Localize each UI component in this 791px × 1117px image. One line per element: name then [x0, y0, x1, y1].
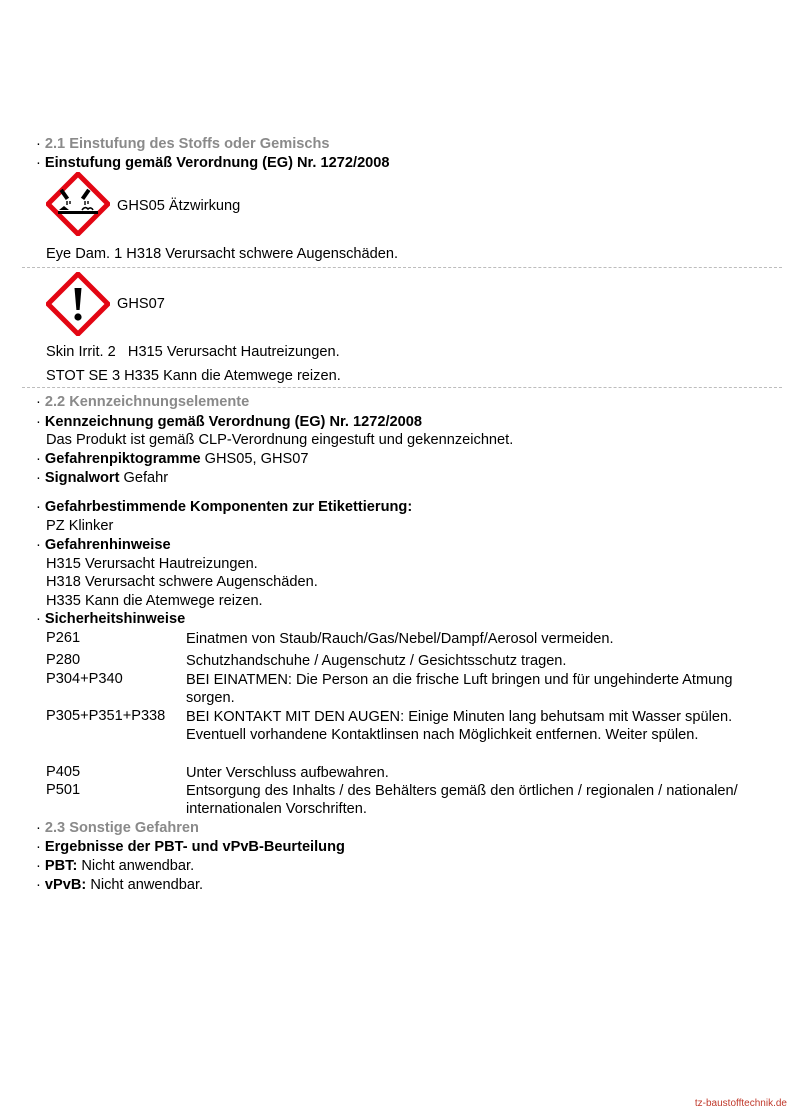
ghs07-exclamation-icon — [46, 272, 110, 340]
precaution-text: BEI KONTAKT MIT DEN AUGEN: Einige Minuten lang behutsam mit Wasser spülen. Eventuell vorhandene Kontaktlinsen nach Möglichkeit entfernen. Weiter spülen. — [186, 709, 733, 743]
labelling-text: Das Produkt ist gemäß CLP-Verordnung eingestuft und gekennzeichnet. — [46, 432, 514, 448]
pbt-assessment-title: · Ergebnisse der PBT- und vPvB-Beurteilung — [36, 839, 345, 855]
section-2-1-heading: · 2.1 Einstufung des Stoffs oder Gemischs — [36, 136, 330, 152]
precaution-code: P501 — [46, 782, 81, 798]
hazard-statement: H318 Verursacht schwere Augenschäden. — [46, 574, 318, 590]
precaution-code: P305+P351+P338 — [46, 708, 166, 724]
precaution-text: BEI EINATMEN: Die Person an die frische Luft bringen und für ungehinderte Atmung sorgen. — [186, 672, 733, 706]
ghs07-classification-text-2: STOT SE 3 H335 Kann die Atemwege reizen. — [46, 368, 341, 384]
hazard-components-title: · Gefahrbestimmende Komponenten zur Etikettierung: — [36, 499, 413, 515]
hazard-statement: H335 Kann die Atemwege reizen. — [46, 593, 263, 609]
ghs05-classification-text: Eye Dam. 1 H318 Verursacht schwere Augenschäden. — [46, 246, 399, 262]
precaution-code: P280 — [46, 652, 81, 668]
precaution-code: P304+P340 — [46, 671, 123, 687]
section-2-3-heading: · 2.3 Sonstige Gefahren — [36, 820, 199, 836]
precaution-text: Einatmen von Staub/Rauch/Gas/Nebel/Dampf/Aerosol vermeiden. — [186, 631, 614, 647]
hazard-statement: H315 Verursacht Hautreizungen. — [46, 556, 258, 572]
precaution-text: Schutzhandschuhe / Augenschutz / Gesichtsschutz tragen. — [186, 653, 567, 669]
footer-website-link[interactable]: tz-baustofftechnik.de — [694, 1098, 787, 1109]
dashed-divider — [22, 267, 782, 268]
dashed-divider — [22, 387, 782, 388]
pictograms-row: · Gefahrenpiktogramme GHS05, GHS07 — [36, 451, 309, 467]
precaution-text: Entsorgung des Inhalts / des Behälters gemäß den örtlichen / regionalen / nationalen/ internationalen Vorschriften. — [186, 783, 738, 817]
signal-word-row: · Signalwort Gefahr — [36, 470, 169, 486]
precaution-code: P261 — [46, 630, 81, 646]
classification-title: · Einstufung gemäß Verordnung (EG) Nr. 1272/2008 — [36, 155, 390, 171]
hazard-components-value: PZ Klinker — [46, 518, 114, 534]
ghs05-corrosion-icon — [46, 172, 110, 240]
pbt-row: · PBT: Nicht anwendbar. — [36, 858, 195, 874]
ghs07-classification-text-1: Skin Irrit. 2 H315 Verursacht Hautreizungen. — [46, 344, 340, 360]
precaution-code: P405 — [46, 764, 81, 780]
ghs07-label: GHS07 — [117, 296, 165, 312]
labelling-title: · Kennzeichnung gemäß Verordnung (EG) Nr. 1272/2008 — [36, 414, 422, 430]
vpvb-row: · vPvB: Nicht anwendbar. — [36, 877, 204, 893]
ghs05-label: GHS05 Ätzwirkung — [117, 198, 241, 214]
section-2-2-heading: · 2.2 Kennzeichnungselemente — [36, 394, 250, 410]
precautionary-statements-title: · Sicherheitshinweise — [36, 611, 186, 627]
precaution-text: Unter Verschluss aufbewahren. — [186, 765, 389, 781]
hazard-statements-title: · Gefahrenhinweise — [36, 537, 171, 553]
